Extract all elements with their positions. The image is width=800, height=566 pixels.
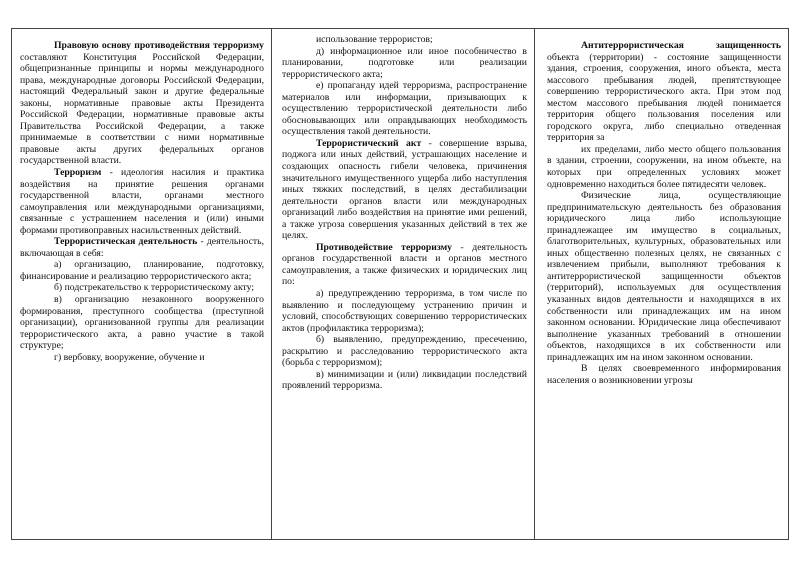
protection-term: Антитеррористическая защищенность: [581, 40, 781, 51]
terrorism-term: Терроризм: [54, 167, 102, 179]
legal-basis-text: составляют Конституция Российской Федерации, общепризнанные принципы и нормы международного права, международные договоры Российской Федерации, настоящий Федеральный закон и другие федеральные законы, нормативные правовые акты Президента Российской Федерации, нормативные правовые акты Правительства Российской Федерации, а также принимаемые в соответствии с ними нормативные правовые акты других федеральных органов государственной власти.: [20, 51, 264, 167]
list-item: а) организацию, планирование, подготовку, финансирование и реализацию террористического акта;: [20, 259, 264, 282]
paragraph: Физические лица, осуществляющие предпринимательскую деятельность без образования юридического лица либо использующие принадлежащее им имущество в социальных, благотворительных, культурных, образовательных или иных общественно полезных целях, не связанных с извлечением прибыли, выполняют требования к антитеррористической защищенности объектов (территорий), используемых для осуществления указанных видов деятельности и находящихся в их собственности или принадлежащих им на ином законном основании. Юридические лица обеспечивают выполнение указанных требований в отношении объектов, находящихся в их собственности или принадлежащих им на ином законном основании.: [547, 190, 781, 363]
list-item: г) вербовку, вооружение, обучение и: [54, 351, 205, 363]
terrorist-act-definition: [282, 138, 527, 242]
list-item-continuation: использование террористов;: [316, 34, 433, 45]
column-middle: [272, 29, 535, 539]
list-item: а) предупреждению терроризма, в том числе по выявлению и последующему устранению причин и условий, способствующих совершению террористических актов (профилактика терроризма);: [282, 288, 527, 334]
list-item: д) информационное или иное пособничество в планировании, подготовке или реализации террористического акта;: [282, 45, 527, 80]
list-item: в) организацию незаконного вооруженного формирования, преступного сообщества (преступной организации), организованной группы для реализации террористического акта, а равно участие в такой структуре;: [20, 294, 264, 352]
list-item: в) минимизации и (или) ликвидации последствий проявлений терроризма.: [282, 368, 527, 392]
list-item: е) пропаганду идей терроризма, распространение материалов или информации, призывающих к осуществлению террористической деятельности либо обосновывающих или оправдывающих необходимость осуществления такой деятельности.: [282, 80, 527, 138]
legal-basis-paragraph: [20, 40, 264, 167]
legal-basis-term: Правовую основу противодействия терроризму: [54, 40, 264, 51]
paragraph: В целях своевременного информирования населения о возникновении угрозы: [547, 363, 781, 386]
counter-terrorism-text: - деятельность органов государственной власти и органов местного самоуправления, а также физических и юридических лиц по:: [282, 241, 527, 288]
counter-terrorism-term: Противодействие терроризму: [316, 241, 453, 253]
terrorist-act-term: Террористический акт: [316, 137, 422, 149]
terrorist-activity-term: Террористическая деятельность: [54, 236, 198, 248]
leaflet-sheet: [11, 28, 789, 540]
column-right: [535, 29, 788, 539]
terrorist-activity-text: - деятельность, включающая в себя:: [20, 236, 264, 259]
terrorist-act-text: - совершение взрыва, поджога или иных действий, устрашающих население и создающих опасность гибели человека, причинения значительного имущественного ущерба либо наступления иных тяжких последствий, в целях дестабилизации деятельности органов власти или международных организаций либо воздействия на принятие ими решений, а также угроза совершения указанных действий в тех же целях.: [282, 137, 527, 242]
terrorism-definition: [20, 167, 264, 236]
protection-text: объекта (территории) - состояние защищенности здания, строения, сооружения, иного объекта, места массового пребывания людей, препятствующее совершению террористического акта. При этом под местом массового пребывания людей понимается территория общего пользования поселения или городского округа, либо специально отведенная территория за: [547, 51, 781, 144]
terrorism-text: - идеология насилия и практика воздействия на принятие решения органами государственной власти, органами местного самоуправления или международными организациями, связанные с устрашением населения и (или) иными формами противоправных насильственных действий.: [20, 167, 264, 236]
list-item: б) подстрекательство к террористическому акту;: [54, 282, 255, 294]
counter-terrorism-definition: [282, 242, 527, 288]
list-item: б) выявлению, предупреждению, пресечению, раскрытию и расследованию террористического акта (борьба с терроризмом);: [282, 334, 527, 369]
paragraph: их пределами, либо место общего пользования в здании, строении, сооружении, на ином объекте, на которых при определенных условиях может одновременно находиться более пятидесяти человек.: [547, 143, 781, 190]
protection-definition: [547, 40, 781, 144]
terrorist-activity-definition: [20, 236, 264, 259]
column-left: [12, 29, 272, 539]
